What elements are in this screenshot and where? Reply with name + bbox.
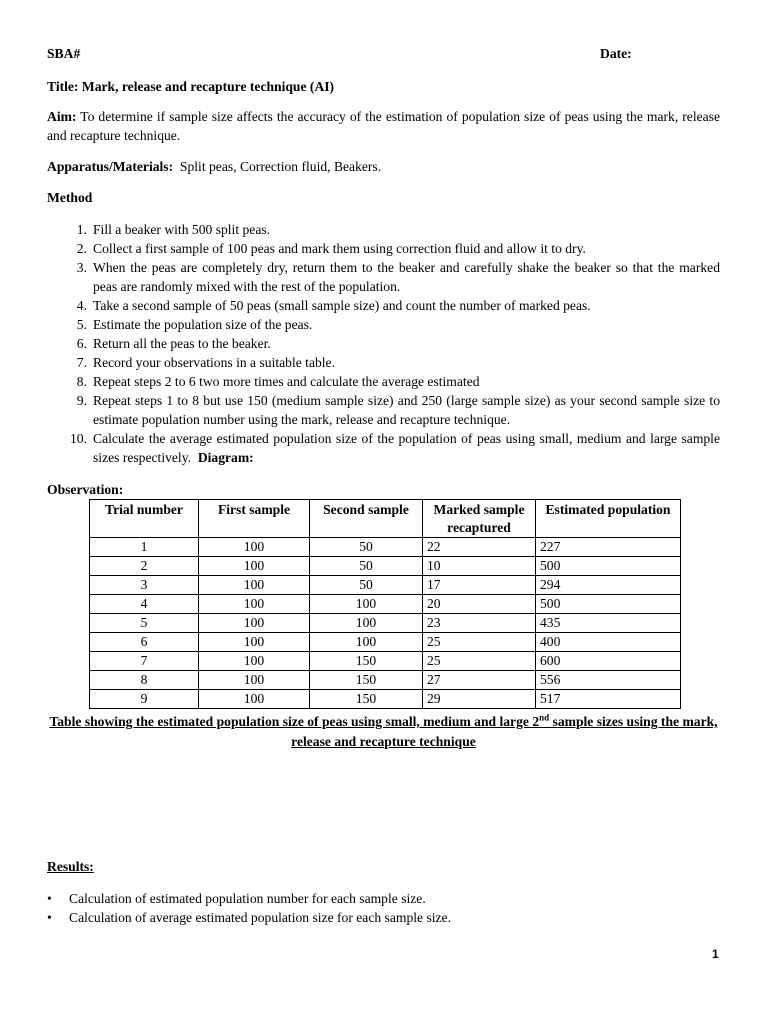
step-text: When the peas are completely dry, return them to the beaker and carefully shake the beaker so that the marked peas are randomly mixed with the rest of the population.: [93, 260, 720, 294]
table-cell: 1: [90, 538, 199, 557]
table-cell: 150: [310, 671, 423, 690]
table-cell: 100: [310, 614, 423, 633]
table-cell: 17: [423, 576, 536, 595]
page-number: 1: [712, 947, 719, 961]
table-cell: 50: [310, 557, 423, 576]
column-header: Estimated population: [536, 500, 681, 538]
table-cell: 100: [199, 652, 310, 671]
table-cell: 100: [199, 671, 310, 690]
table-row: [90, 557, 681, 576]
title-text: Mark, release and recapture technique (AI): [81, 79, 335, 94]
step-number: 7.: [76, 355, 87, 370]
table-cell: 600: [536, 652, 681, 671]
table-row: [90, 652, 681, 671]
table-header-row: [90, 500, 681, 538]
table-row: [90, 538, 681, 557]
step-number: 8.: [76, 374, 87, 389]
step-text: Record your observations in a suitable table.: [93, 355, 335, 370]
aim-label: Aim:: [47, 109, 77, 124]
step-text: Estimate the population size of the peas.: [93, 317, 313, 332]
step-text: Calculate the average estimated population size of the population of peas using small, medium and large sample sizes respectively.: [93, 431, 720, 465]
aim-text: To determine if sample size affects the accuracy of the estimation of population size of peas using the mark, release and recapture technique.: [47, 109, 720, 143]
table-row: [90, 633, 681, 652]
table-cell: 400: [536, 633, 681, 652]
step-number: 10.: [70, 431, 87, 446]
method-step: [47, 429, 720, 467]
table-cell: 23: [423, 614, 536, 633]
method-step: [47, 296, 720, 315]
table-row: [90, 671, 681, 690]
column-header: Second sample: [310, 500, 423, 538]
step-number: 4.: [76, 298, 87, 313]
bullet-text: Calculation of average estimated population size for each sample size.: [69, 910, 451, 925]
method-step: [47, 220, 720, 239]
date-label: Date:: [600, 46, 632, 61]
observation-table: [89, 499, 681, 709]
table-cell: 6: [90, 633, 199, 652]
table-cell: 27: [423, 671, 536, 690]
table-cell: 100: [199, 595, 310, 614]
observation-heading: Observation:: [47, 482, 124, 497]
list-item: [47, 908, 451, 927]
method-step: [47, 353, 720, 372]
apparatus-line: [47, 157, 381, 176]
column-header: Marked sample recaptured: [423, 500, 536, 538]
method-step: [47, 315, 720, 334]
table-cell: 100: [310, 595, 423, 614]
table-cell: 500: [536, 595, 681, 614]
table-cell: 100: [199, 557, 310, 576]
table-cell: 517: [536, 690, 681, 709]
column-header: First sample: [199, 500, 310, 538]
bullet-icon: •: [47, 910, 52, 925]
method-heading: Method: [47, 190, 93, 205]
step-text: Return all the peas to the beaker.: [93, 336, 271, 351]
results-heading: Results:: [47, 859, 94, 874]
caption-text-start: Table showing the estimated population size of peas using small, medium and large 2: [49, 714, 540, 729]
table-cell: 100: [199, 576, 310, 595]
table-row: [90, 595, 681, 614]
table-cell: 3: [90, 576, 199, 595]
table-cell: 50: [310, 538, 423, 557]
table-cell: 100: [199, 690, 310, 709]
table-cell: 435: [536, 614, 681, 633]
step-text: Repeat steps 1 to 8 but use 150 (medium sample size) and 250 (large sample size) as your second sample size to estimate population number using the mark, release and recapture technique.: [93, 393, 720, 427]
step-number: 3.: [76, 260, 87, 275]
table-cell: 20: [423, 595, 536, 614]
title-line: [47, 77, 334, 96]
table-cell: 8: [90, 671, 199, 690]
title-label: Title:: [47, 79, 79, 94]
table-cell: 9: [90, 690, 199, 709]
table-cell: 7: [90, 652, 199, 671]
table-caption: [47, 712, 720, 752]
step-number: 2.: [76, 241, 87, 256]
diagram-label: Diagram:: [197, 450, 254, 465]
caption-text-end: sample sizes using the mark, release and recapture technique: [291, 714, 718, 749]
apparatus-label: Apparatus/Materials:: [47, 159, 174, 174]
table-row: [90, 690, 681, 709]
table-cell: 150: [310, 652, 423, 671]
aim-paragraph: [47, 107, 720, 145]
step-number: 5.: [76, 317, 87, 332]
table-cell: 4: [90, 595, 199, 614]
table-cell: 10: [423, 557, 536, 576]
column-header: Trial number: [90, 500, 199, 538]
table-cell: 500: [536, 557, 681, 576]
method-step: [47, 372, 720, 391]
caption-superscript: nd: [539, 712, 550, 723]
table-cell: 100: [310, 633, 423, 652]
bullet-icon: •: [47, 891, 52, 906]
table-row: [90, 614, 681, 633]
sba-label: SBA#: [47, 46, 81, 61]
table-cell: 29: [423, 690, 536, 709]
table-cell: 25: [423, 652, 536, 671]
step-number: 9.: [76, 393, 87, 408]
table-cell: 294: [536, 576, 681, 595]
table-cell: 227: [536, 538, 681, 557]
table-cell: 2: [90, 557, 199, 576]
results-bullet-list: [47, 889, 451, 927]
list-item: [47, 889, 451, 908]
method-step: [47, 258, 720, 296]
table-cell: 100: [199, 538, 310, 557]
table-cell: 5: [90, 614, 199, 633]
method-step: [47, 334, 720, 353]
table-cell: 100: [199, 614, 310, 633]
table-cell: 22: [423, 538, 536, 557]
step-number: 6.: [76, 336, 87, 351]
table-cell: 25: [423, 633, 536, 652]
step-text: Collect a first sample of 100 peas and mark them using correction fluid and allow it to dry.: [93, 241, 586, 256]
method-step: [47, 391, 720, 429]
table-cell: 100: [199, 633, 310, 652]
table-row: [90, 576, 681, 595]
apparatus-text: Split peas, Correction fluid, Beakers.: [179, 159, 382, 174]
step-number: 1.: [76, 222, 87, 237]
table-cell: 50: [310, 576, 423, 595]
table-cell: 556: [536, 671, 681, 690]
method-step: [47, 239, 720, 258]
step-text: Repeat steps 2 to 6 two more times and calculate the average estimated: [93, 374, 480, 389]
method-steps-list: [47, 220, 720, 467]
bullet-text: Calculation of estimated population number for each sample size.: [69, 891, 426, 906]
table-cell: 150: [310, 690, 423, 709]
step-text: Fill a beaker with 500 split peas.: [93, 222, 271, 237]
step-text: Take a second sample of 50 peas (small sample size) and count the number of marked peas.: [93, 298, 591, 313]
